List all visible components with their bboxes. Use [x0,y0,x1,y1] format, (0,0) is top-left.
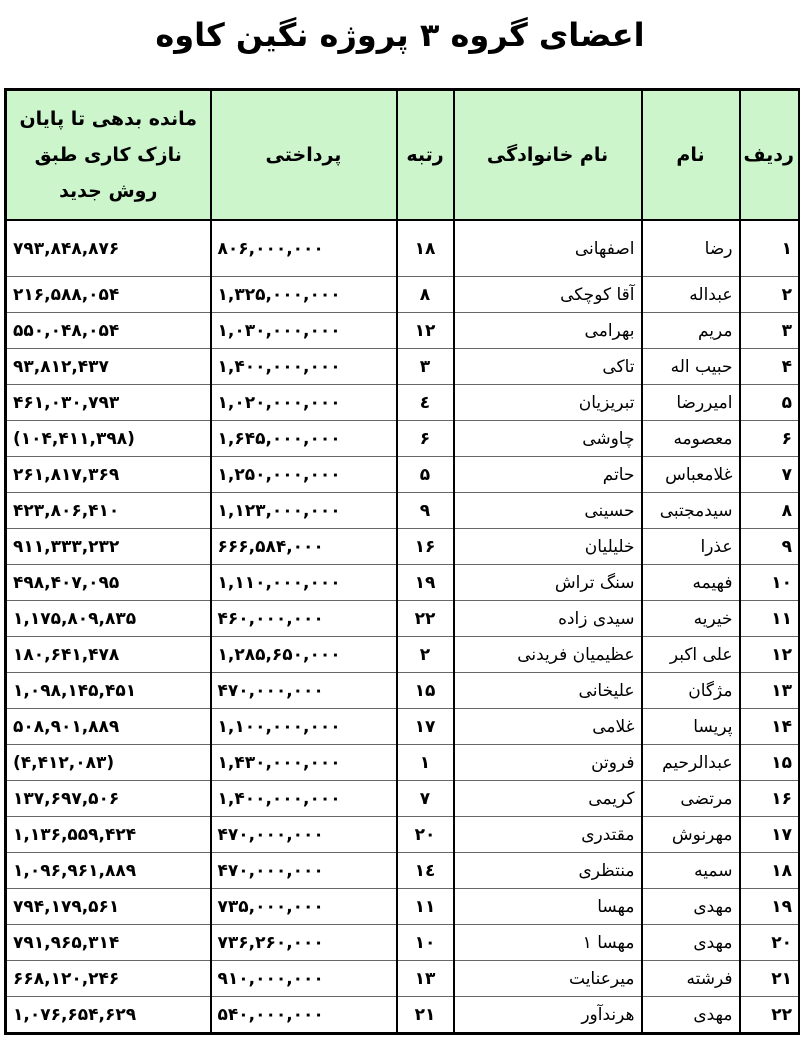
table-row [6,385,800,421]
remaining-debt-cell: (۱۰۴,۴۱۱,۳۹۸) [6,421,211,457]
table-row [6,853,800,889]
family-name-cell: میرعنایت [454,961,642,997]
row-index: ۲۰ [740,925,800,961]
first-name-cell: حبیب اله [642,349,740,385]
header-row [6,90,800,221]
family-name-cell: سنگ تراش [454,565,642,601]
remaining-debt-cell: ۲۱۶,۵۸۸,۰۵۴ [6,277,211,313]
table-row [6,709,800,745]
header-rank: رتبه [397,90,454,221]
remaining-debt-cell: ۷۹۳,۸۴۸,۸۷۶ [6,220,211,277]
header-family: نام خانوادگی [454,90,642,221]
rank-cell: ۶ [397,421,454,457]
header-remaining-line: نازک کاری طبق [34,144,182,166]
row-index: ۸ [740,493,800,529]
family-name-cell: مهسا [454,889,642,925]
family-name-cell: خلیلیان [454,529,642,565]
family-name-cell: عظیمیان فریدنی [454,637,642,673]
paid-amount-cell: ۱,۲۸۵,۶۵۰,۰۰۰ [211,637,397,673]
first-name-cell: رضا [642,220,740,277]
remaining-debt-cell: ۴۲۳,۸۰۶,۴۱۰ [6,493,211,529]
family-name-cell: منتظری [454,853,642,889]
rank-cell: ۸ [397,277,454,313]
table-row [6,349,800,385]
remaining-debt-cell: (۴,۴۱۲,۰۸۳) [6,745,211,781]
rank-cell: ۲۱ [397,997,454,1034]
table-row [6,745,800,781]
remaining-debt-cell: ۱,۰۹۸,۱۴۵,۴۵۱ [6,673,211,709]
paid-amount-cell: ۱,۱۰۰,۰۰۰,۰۰۰ [211,709,397,745]
rank-cell: ١٤ [397,853,454,889]
family-name-cell: چاوشی [454,421,642,457]
remaining-debt-cell: ۲۶۱,۸۱۷,۳۶۹ [6,457,211,493]
row-index: ۱۳ [740,673,800,709]
remaining-debt-cell: ۴۹۸,۴۰۷,۰۹۵ [6,565,211,601]
row-index: ۲ [740,277,800,313]
row-index: ۱۲ [740,637,800,673]
first-name-cell: مهدی [642,889,740,925]
first-name-cell: مرتضی [642,781,740,817]
rank-cell: ۱۵ [397,673,454,709]
row-index: ۲۲ [740,997,800,1034]
family-name-cell: علیخانی [454,673,642,709]
first-name-cell: سیدمجتبی [642,493,740,529]
rank-cell: ۱۲ [397,313,454,349]
first-name-cell: عبداله [642,277,740,313]
table-row [6,421,800,457]
row-index: ۲۱ [740,961,800,997]
table-row [6,601,800,637]
row-index: ۱۴ [740,709,800,745]
remaining-debt-cell: ۹۱۱,۳۳۳,۲۳۲ [6,529,211,565]
family-name-cell: هرندآور [454,997,642,1034]
row-index: ۱ [740,220,800,277]
first-name-cell: غلامعباس [642,457,740,493]
family-name-cell: تاکی [454,349,642,385]
paid-amount-cell: ۸۰۶,۰۰۰,۰۰۰ [211,220,397,277]
row-index: ۱۸ [740,853,800,889]
remaining-debt-cell: ۷۹۴,۱۷۹,۵۶۱ [6,889,211,925]
row-index: ۱۰ [740,565,800,601]
remaining-debt-cell: ۱,۱۷۵,۸۰۹,۸۳۵ [6,601,211,637]
remaining-debt-cell: ۱,۱۳۶,۵۵۹,۴۲۴ [6,817,211,853]
paid-amount-cell: ۱,۰۳۰,۰۰۰,۰۰۰ [211,313,397,349]
paid-amount-cell: ۵۴۰,۰۰۰,۰۰۰ [211,997,397,1034]
header-idx: ردیف [740,90,800,221]
header-remaining-line: مانده بدهی تا پایان [19,108,198,130]
row-index: ۵ [740,385,800,421]
family-name-cell: بهرامی [454,313,642,349]
first-name-cell: پریسا [642,709,740,745]
paid-amount-cell: ۴۶۰,۰۰۰,۰۰۰ [211,601,397,637]
paid-amount-cell: ۶۶۶,۵۸۴,۰۰۰ [211,529,397,565]
first-name-cell: فهیمه [642,565,740,601]
header-name: نام [642,90,740,221]
first-name-cell: عذرا [642,529,740,565]
first-name-cell: سمیه [642,853,740,889]
rank-cell: ۱۹ [397,565,454,601]
first-name-cell: عبدالرحیم [642,745,740,781]
table-row [6,220,800,277]
first-name-cell: مژگان [642,673,740,709]
family-name-cell: سیدی زاده [454,601,642,637]
first-name-cell: خیریه [642,601,740,637]
family-name-cell: اصفهانی [454,220,642,277]
table-row [6,277,800,313]
remaining-debt-cell: ۱۳۷,۶۹۷,۵۰۶ [6,781,211,817]
table-row [6,925,800,961]
rank-cell: ۱۱ [397,889,454,925]
table-row [6,961,800,997]
remaining-debt-cell: ۵۰۸,۹۰۱,۸۸۹ [6,709,211,745]
table-row [6,529,800,565]
rank-cell: ۱۳ [397,961,454,997]
paid-amount-cell: ۱,۰۲۰,۰۰۰,۰۰۰ [211,385,397,421]
family-name-cell: آقا کوچکی [454,277,642,313]
table-row [6,817,800,853]
paid-amount-cell: ۴۷۰,۰۰۰,۰۰۰ [211,853,397,889]
table-row [6,313,800,349]
paid-amount-cell: ۱,۱۲۳,۰۰۰,۰۰۰ [211,493,397,529]
header-paid: پرداختی [211,90,397,221]
first-name-cell: فرشته [642,961,740,997]
table-body [6,220,800,1034]
row-index: ۱۶ [740,781,800,817]
paid-amount-cell: ۷۳۶,۲۶۰,۰۰۰ [211,925,397,961]
header-remaining [6,90,211,221]
row-index: ۳ [740,313,800,349]
paid-amount-cell: ۱,۴۰۰,۰۰۰,۰۰۰ [211,781,397,817]
page-title: اعضای گروه ۳ پروژه نگین کاوه [155,16,645,54]
paid-amount-cell: ۱,۱۱۰,۰۰۰,۰۰۰ [211,565,397,601]
table-row [6,673,800,709]
rank-cell: ۷ [397,781,454,817]
family-name-cell: فروتن [454,745,642,781]
table-row [6,457,800,493]
row-index: ۴ [740,349,800,385]
header-remaining-line: روش جدید [59,180,158,202]
rank-cell: ۵ [397,457,454,493]
paid-amount-cell: ۱,۴۰۰,۰۰۰,۰۰۰ [211,349,397,385]
rank-cell: ۱۰ [397,925,454,961]
paid-amount-cell: ۱,۲۵۰,۰۰۰,۰۰۰ [211,457,397,493]
paid-amount-cell: ۹۱۰,۰۰۰,۰۰۰ [211,961,397,997]
remaining-debt-cell: ۹۳,۸۱۲,۴۳۷ [6,349,211,385]
family-name-cell: مهسا ۱ [454,925,642,961]
rank-cell: ۱۷ [397,709,454,745]
remaining-debt-cell: ۱۸۰,۶۴۱,۴۷۸ [6,637,211,673]
table-row [6,781,800,817]
remaining-debt-cell: ۶۶۸,۱۲۰,۲۴۶ [6,961,211,997]
paid-amount-cell: ۷۳۵,۰۰۰,۰۰۰ [211,889,397,925]
remaining-debt-cell: ۵۵۰,۰۴۸,۰۵۴ [6,313,211,349]
first-name-cell: مهرنوش [642,817,740,853]
paid-amount-cell: ۱,۴۳۰,۰۰۰,۰۰۰ [211,745,397,781]
rank-cell: ۱۶ [397,529,454,565]
remaining-debt-cell: ۱,۰۹۶,۹۶۱,۸۸۹ [6,853,211,889]
family-name-cell: تبریزیان [454,385,642,421]
family-name-cell: کریمی [454,781,642,817]
first-name-cell: معصومه [642,421,740,457]
first-name-cell: امیررضا [642,385,740,421]
table-row [6,565,800,601]
rank-cell: ٤ [397,385,454,421]
paid-amount-cell: ۱,۶۴۵,۰۰۰,۰۰۰ [211,421,397,457]
members-table [4,88,800,1035]
table-row [6,493,800,529]
row-index: ۱۷ [740,817,800,853]
rank-cell: ۲ [397,637,454,673]
paid-amount-cell: ۴۷۰,۰۰۰,۰۰۰ [211,817,397,853]
rank-cell: ۱۸ [397,220,454,277]
rank-cell: ۲۰ [397,817,454,853]
first-name-cell: مهدی [642,925,740,961]
table-row [6,637,800,673]
remaining-debt-cell: ۱,۰۷۶,۶۵۴,۶۲۹ [6,997,211,1034]
row-index: ۱۵ [740,745,800,781]
rank-cell: ۱ [397,745,454,781]
rank-cell: ۹ [397,493,454,529]
row-index: ۷ [740,457,800,493]
rank-cell: ۳ [397,349,454,385]
row-index: ۱۱ [740,601,800,637]
family-name-cell: مقتدری [454,817,642,853]
family-name-cell: غلامی [454,709,642,745]
family-name-cell: حسینی [454,493,642,529]
row-index: ۹ [740,529,800,565]
family-name-cell: حاتم [454,457,642,493]
row-index: ۶ [740,421,800,457]
rank-cell: ۲۲ [397,601,454,637]
remaining-debt-cell: ۴۶۱,۰۳۰,۷۹۳ [6,385,211,421]
table-row [6,997,800,1034]
paid-amount-cell: ۱,۳۲۵,۰۰۰,۰۰۰ [211,277,397,313]
row-index: ۱۹ [740,889,800,925]
first-name-cell: علی اکبر [642,637,740,673]
remaining-debt-cell: ۷۹۱,۹۶۵,۳۱۴ [6,925,211,961]
paid-amount-cell: ۴۷۰,۰۰۰,۰۰۰ [211,673,397,709]
first-name-cell: مهدی [642,997,740,1034]
table-row [6,889,800,925]
first-name-cell: مریم [642,313,740,349]
